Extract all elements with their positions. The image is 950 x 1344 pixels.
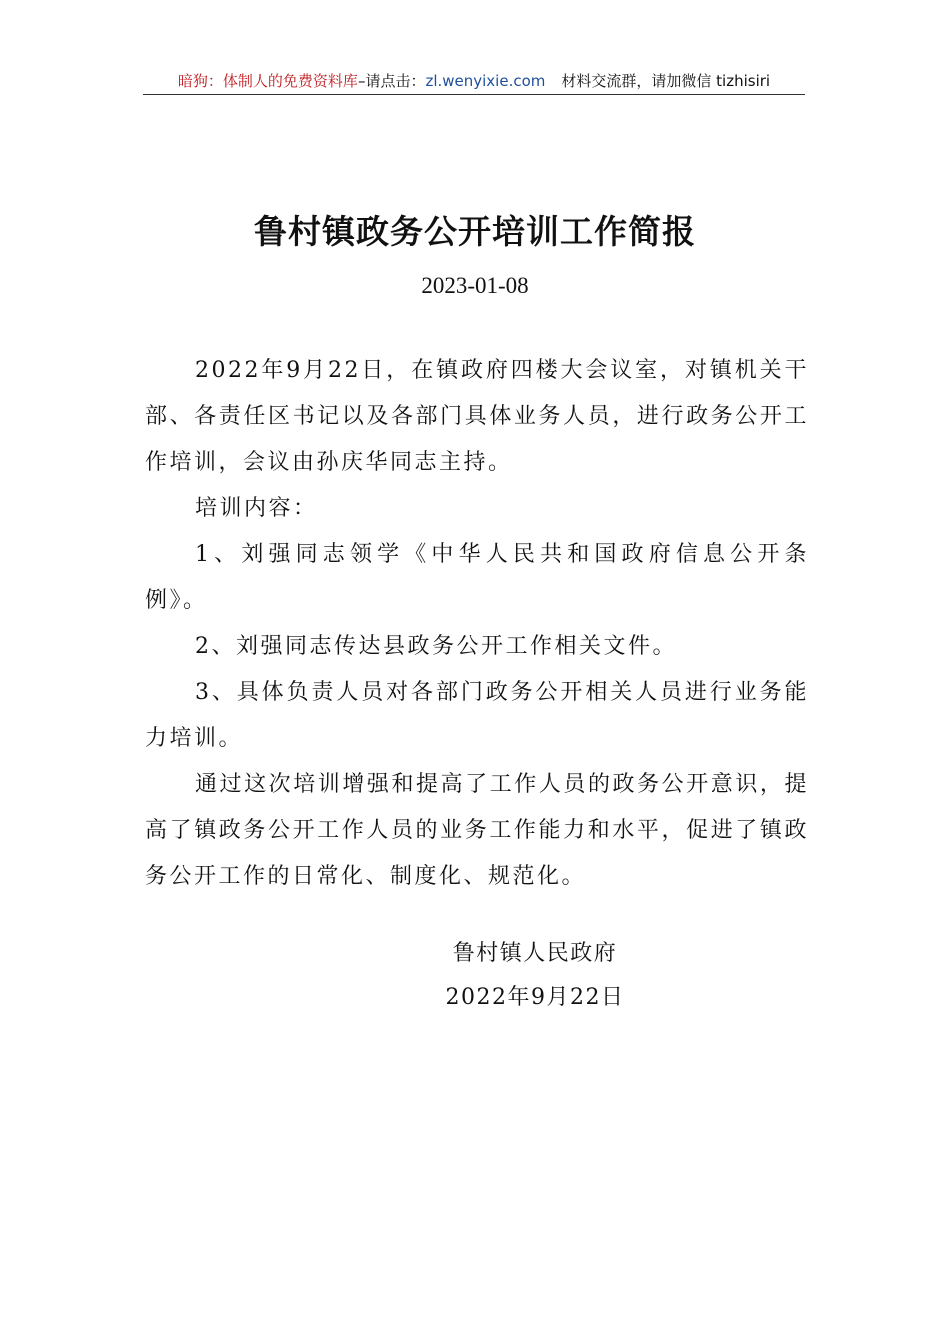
header-url-link[interactable]: zl.wenyixie.com	[425, 72, 546, 90]
header-click-prompt: –请点击：	[357, 72, 426, 90]
document-body	[145, 348, 809, 900]
paragraph-conclusion: 通过这次培训增强和提高了工作人员的政务公开意识，提高了镇政务公开工作人员的业务工作能力和水平，促进了镇政务公开工作的日常化、制度化、规范化。	[145, 772, 809, 889]
signature-organization: 鲁村镇人民政府	[452, 941, 618, 966]
document-title: 鲁村镇政务公开培训工作简报	[254, 212, 696, 251]
signature-block	[420, 932, 650, 1020]
paragraph-training-content-label: 培训内容：	[195, 496, 318, 521]
paragraph-item-3: 3、具体负责人员对各部门政务公开相关人员进行业务能力培训。	[145, 680, 809, 751]
header-group-note: 材料交流群，请加微信 tizhisiri	[561, 72, 771, 90]
document-date: 2023-01-08	[421, 273, 529, 298]
signature-date: 2022年9月22日	[445, 985, 625, 1010]
page-header	[143, 68, 805, 95]
paragraph-intro: 2022年9月22日，在镇政府四楼大会议室，对镇机关干部、各责任区书记以及各部门具体业务人员，进行政务公开工作培训，会议由孙庆华同志主持。	[145, 358, 809, 475]
paragraph-item-2: 2、刘强同志传达县政务公开工作相关文件。	[195, 634, 677, 659]
paragraph-item-1: 1、刘强同志领学《中华人民共和国政府信息公开条例》。	[145, 542, 809, 613]
header-site-name: 暗狗：体制人的免费资料库	[177, 72, 358, 90]
